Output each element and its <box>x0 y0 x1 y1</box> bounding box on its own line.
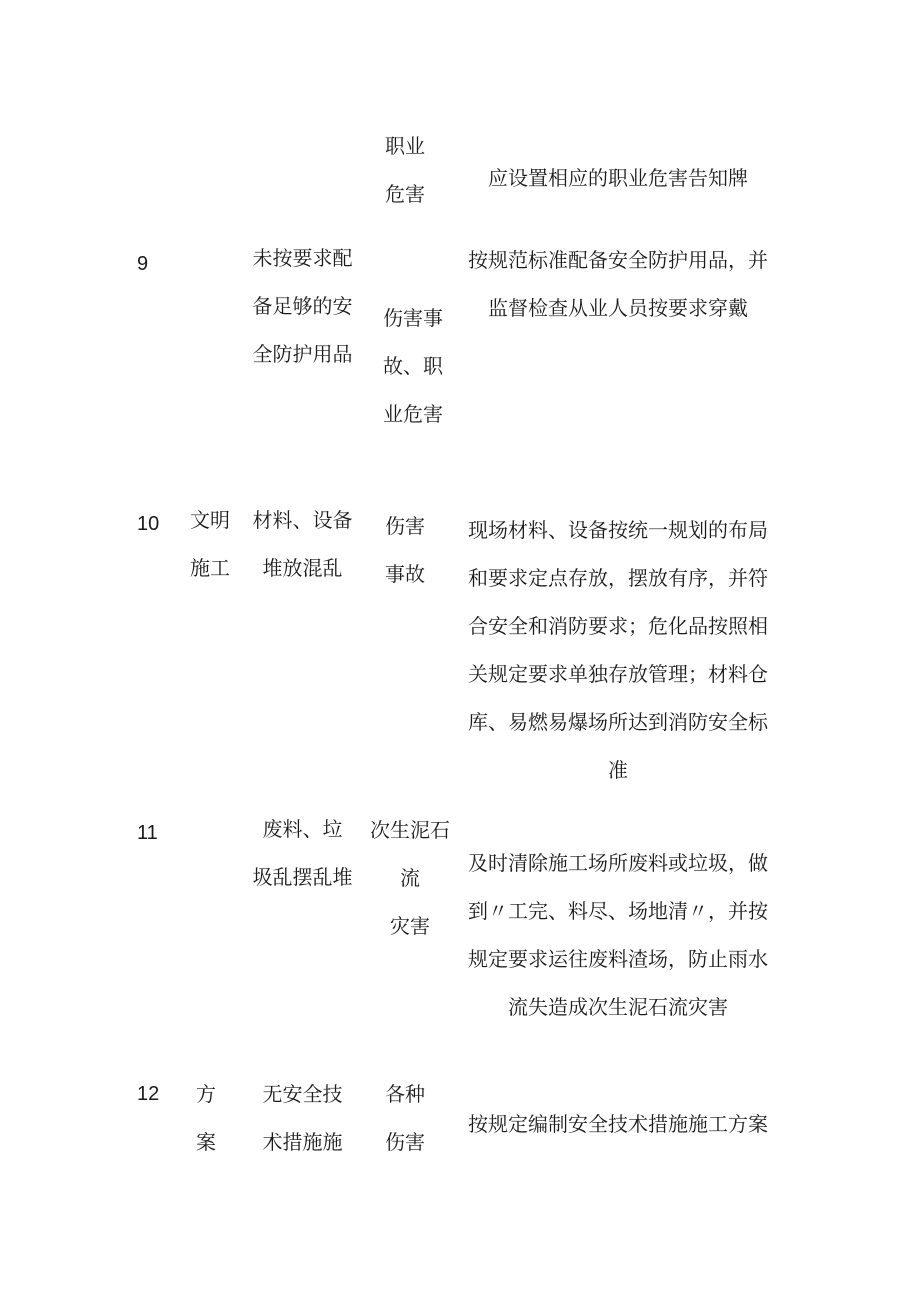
row-measure: 按规定编制安全技术措施施工方案 <box>468 1112 768 1136</box>
row-hazard: 废料、垃 圾乱摆乱堆 <box>252 817 353 889</box>
row-measure: 及时清除施工场所废料或垃圾，做 到〃工完、料尽、场地清〃，并按 规定要求运往废料渣场，防止雨水 流失造成次生泥石流灾害 <box>468 851 768 1019</box>
row-number: 12 <box>137 1083 160 1105</box>
row-number: 9 <box>137 253 149 275</box>
row-category: 文明 施工 <box>190 508 230 580</box>
row-consequence: 次生泥石 流 灾害 <box>370 818 450 938</box>
row-measure: 应设置相应的职业危害告知牌 <box>488 166 748 190</box>
row-consequence: 伤害 事故 <box>385 514 425 586</box>
row-category: 方 案 <box>196 1082 216 1154</box>
row-consequence: 职业 危害 <box>385 134 425 206</box>
row-measure: 现场材料、设备按统一规划的布局 和要求定点存放，摆放有序，并符 合安全和消防要求；危化品按照相 关规定要求单独存放管理；材料仓 库、易燃易爆场所达到消防安全标 准 <box>468 518 768 782</box>
row-number: 10 <box>137 513 160 535</box>
row-number: 11 <box>137 822 158 844</box>
row-consequence: 各种 伤害 <box>385 1082 425 1154</box>
row-hazard: 材料、设备 堆放混乱 <box>252 508 353 580</box>
row-measure: 按规范标准配备安全防护用品，并 监督检查从业人员按要求穿戴 <box>468 248 768 320</box>
row-consequence: 伤害事 故、职 业危害 <box>383 306 443 426</box>
row-hazard: 无安全技 术措施施 <box>262 1082 343 1154</box>
row-hazard: 未按要求配 备足够的安 全防护用品 <box>252 246 353 366</box>
